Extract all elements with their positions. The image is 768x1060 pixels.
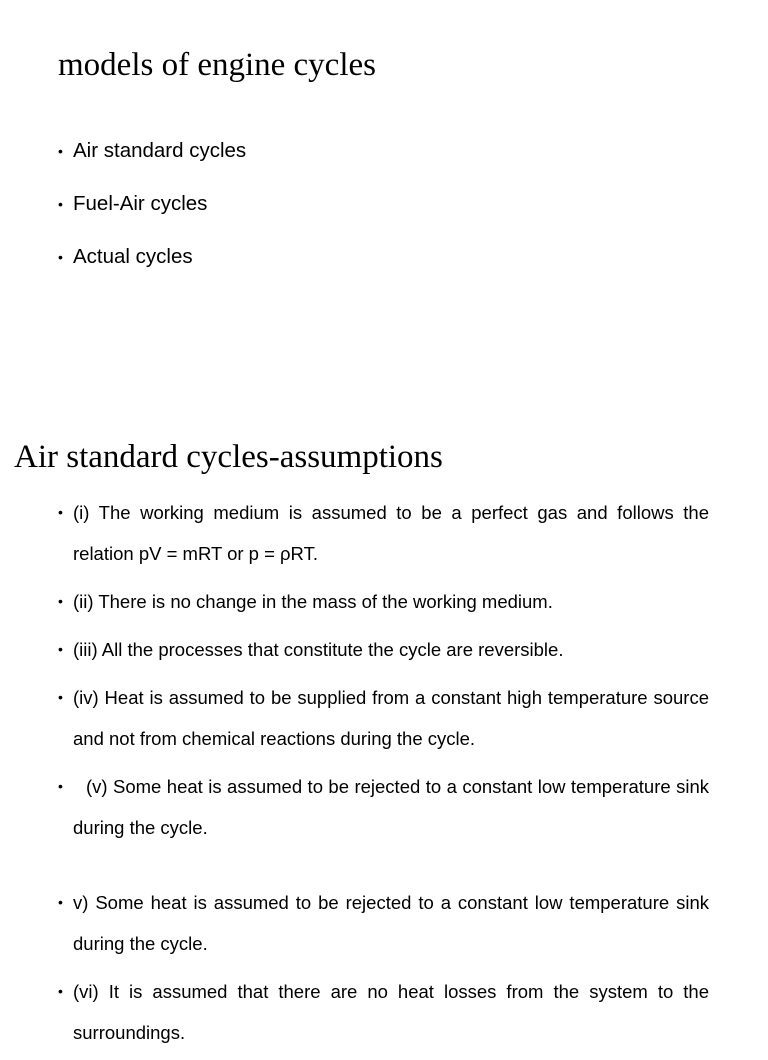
slide-title-assumptions: Air standard cycles-assumptions: [14, 439, 443, 475]
list-item-text: (i) The working medium is assumed to be a perfect gas and follows the relation pV = mRT or p = ρRT.: [73, 502, 709, 564]
list-item-text: Fuel-Air cycles: [73, 192, 208, 215]
list-item: [58, 581, 709, 622]
models-bullet-list: [58, 138, 718, 297]
list-item: [58, 677, 709, 759]
list-item: [58, 244, 718, 270]
bullet-icon: •: [58, 593, 63, 609]
list-item-text: (iii) All the processes that constitute the cycle are reversible.: [73, 639, 564, 660]
bullet-icon: •: [58, 143, 63, 159]
list-item-text: Actual cycles: [73, 245, 193, 268]
list-item: [58, 138, 718, 164]
list-item-text: (vi) It is assumed that there are no heat losses from the system to the surroundings.: [73, 981, 709, 1043]
bullet-icon: •: [58, 196, 63, 212]
list-item: [58, 629, 709, 670]
list-item-text: (iv) Heat is assumed to be supplied from a constant high temperature source and not from chemical reactions during the cycle.: [73, 687, 709, 749]
list-item: [58, 191, 718, 217]
bullet-icon: •: [58, 504, 63, 520]
list-item: [58, 766, 709, 848]
list-item: [58, 971, 709, 1053]
list-item: [58, 492, 709, 574]
list-item-text: Air standard cycles: [73, 139, 247, 162]
bullet-icon: •: [58, 778, 63, 794]
bullet-icon: •: [58, 894, 63, 910]
list-item-text: (v) Some heat is assumed to be rejected to a constant low temperature sink during the cycle.: [73, 776, 709, 838]
bullet-icon: •: [58, 983, 63, 999]
list-item-text: v) Some heat is assumed to be rejected to a constant low temperature sink during the cycle.: [73, 892, 709, 954]
bullet-icon: •: [58, 249, 63, 265]
assumptions-bullet-list: [58, 492, 709, 1060]
list-item: [58, 882, 709, 964]
bullet-icon: •: [58, 689, 63, 705]
list-item-text: (ii) There is no change in the mass of the working medium.: [73, 591, 553, 612]
slide-title-models: models of engine cycles: [58, 47, 376, 83]
bullet-icon: •: [58, 641, 63, 657]
